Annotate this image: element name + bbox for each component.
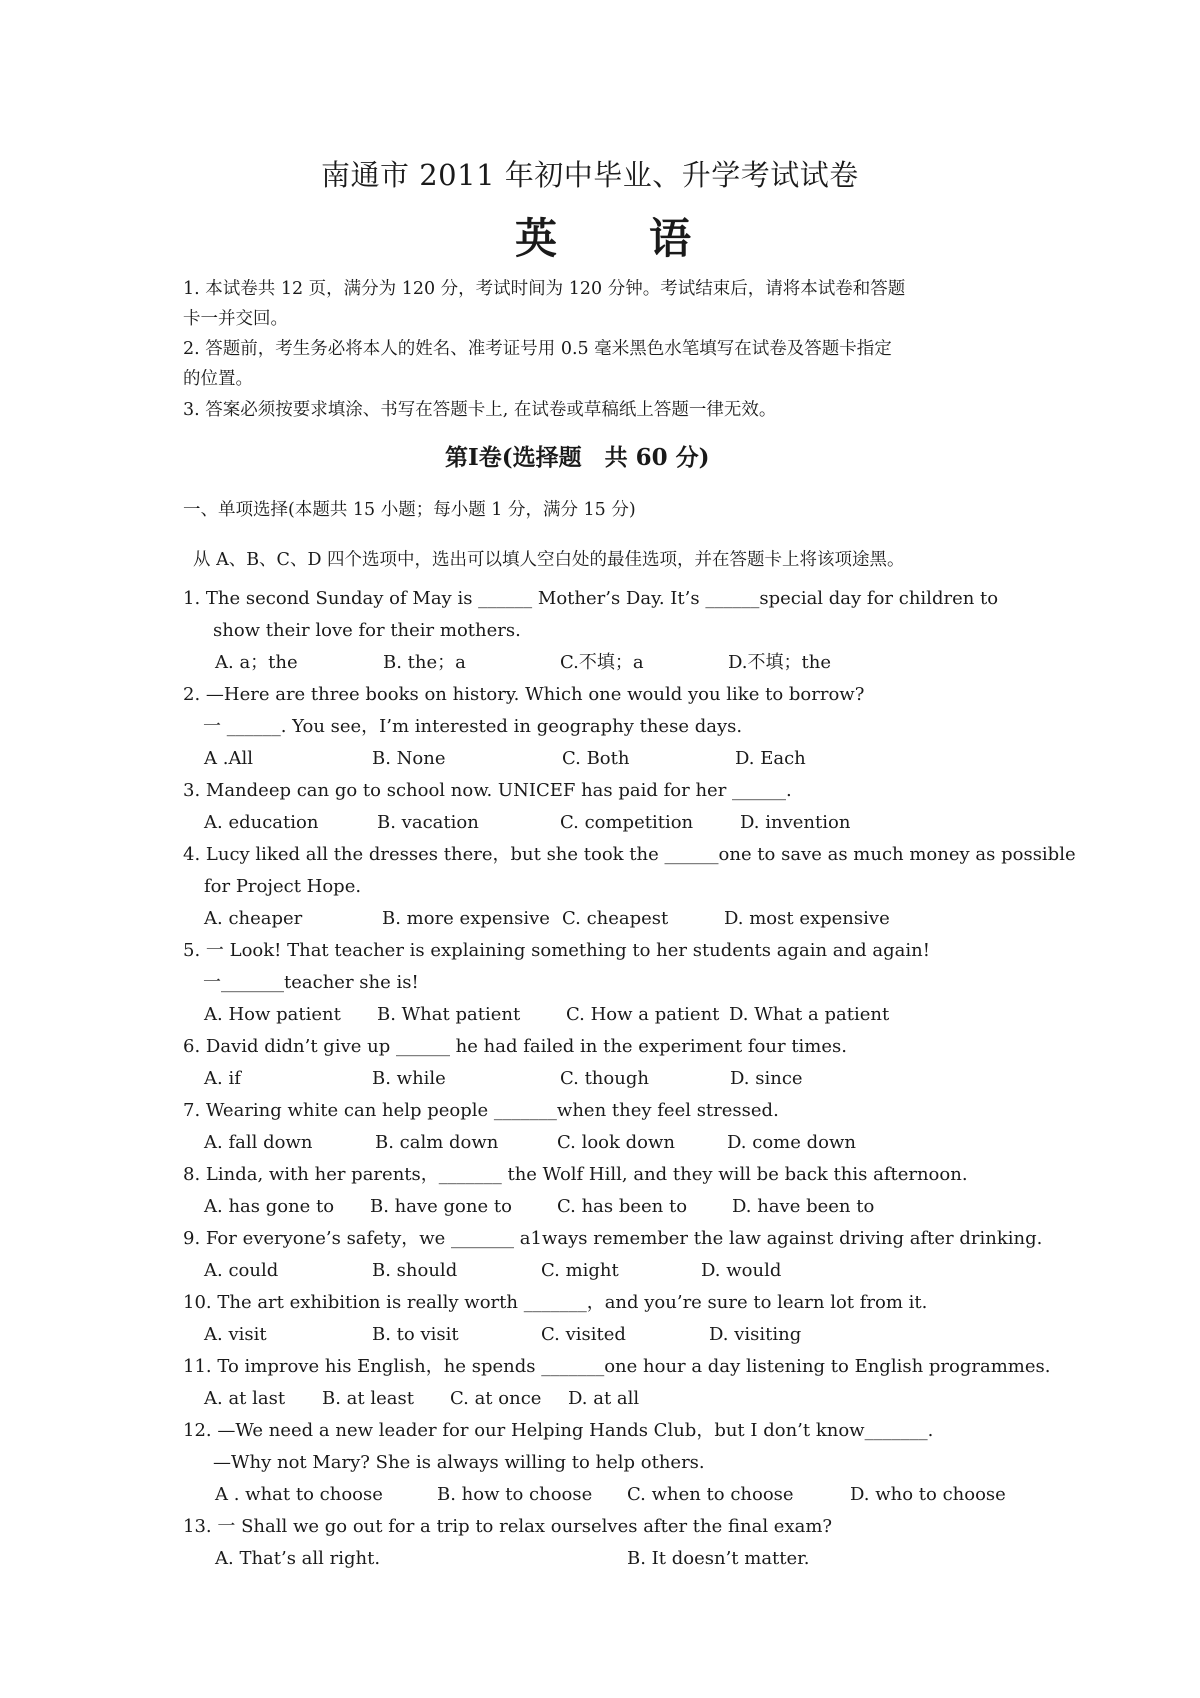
answer-option: A. at last — [204, 1388, 286, 1409]
answer-option: A. has gone to — [204, 1196, 335, 1217]
answer-option: A. could — [204, 1260, 279, 1281]
answer-option: A. education — [204, 812, 319, 833]
subject-char-right: 语 — [649, 214, 694, 263]
part-title: 一、单项选择(本题共 15 小题；每小题 1 分，满分 15 分) — [183, 500, 636, 520]
question-text: 7. Wearing white can help people _______when they feel stressed. — [183, 1100, 779, 1121]
answer-option: C. Both — [562, 748, 630, 769]
answer-option: A. cheaper — [204, 908, 303, 929]
question-text: 13. 一 Shall we go out for a trip to relax ourselves after the final exam? — [183, 1516, 833, 1537]
answer-option: D. who to choose — [850, 1484, 1006, 1505]
answer-option: C. has been to — [557, 1196, 688, 1217]
note-line: 2. 答题前，考生务必将本人的姓名、准考证号用 0.5 毫米黑色水笔填写在试卷及答题卡指定 — [183, 339, 892, 359]
answer-option: A. a；the — [215, 652, 298, 673]
answer-option: B. calm down — [375, 1132, 499, 1153]
answer-option: D.不填；the — [728, 652, 831, 673]
answer-option: C. visited — [541, 1324, 626, 1345]
note-line: 1. 本试卷共 12 页，满分为 120 分，考试时间为 120 分钟。考试结束后，请将本试卷和答题 — [183, 279, 906, 299]
answer-option: A . what to choose — [215, 1484, 383, 1505]
answer-option: B. while — [372, 1068, 446, 1089]
answer-option: C. competition — [560, 812, 694, 833]
answer-option: B. What patient — [377, 1004, 521, 1025]
answer-option: A. if — [204, 1068, 241, 1089]
note-line: 卡一并交回。 — [183, 309, 288, 329]
question-text: 5. 一 Look! That teacher is explaining something to her students again and again! — [183, 940, 930, 961]
subject-char-left: 英 — [515, 214, 560, 263]
answer-option: A. That’s all right. — [215, 1548, 381, 1569]
answer-option: C.不填；a — [560, 652, 644, 673]
answer-option: D. would — [701, 1260, 782, 1281]
answer-option: C. How a patient — [566, 1004, 720, 1025]
answer-option: A. How patient — [204, 1004, 341, 1025]
answer-option: D. invention — [740, 812, 851, 833]
question-text: 6. David didn’t give up ______ he had failed in the experiment four times. — [183, 1036, 847, 1057]
instruction: 从 A、B、C、D 四个选项中，选出可以填人空白处的最佳选项，并在答题卡上将该项途黑。 — [193, 550, 905, 570]
answer-option: B. None — [372, 748, 446, 769]
question-text: 12. —We need a new leader for our Helping Hands Club，but I don’t know_______. — [183, 1420, 934, 1441]
answer-option: C. look down — [557, 1132, 675, 1153]
answer-option: A. fall down — [204, 1132, 313, 1153]
answer-option: D. at all — [568, 1388, 640, 1409]
question-text-continued: show their love for their mothers. — [213, 620, 521, 641]
question-text: 10. The art exhibition is really worth _______，and you’re sure to learn lot from it. — [183, 1292, 928, 1313]
answer-option: D. since — [730, 1068, 803, 1089]
note-line: 3. 答案必须按要求填涂、书写在答题卡上, 在试卷或草稿纸上答题一律无效。 — [183, 400, 777, 420]
answer-option: D. Each — [735, 748, 806, 769]
question-text: 2. —Here are three books on history. Which one would you like to borrow? — [183, 684, 865, 705]
exam-title: 南通市 2011 年初中毕业、升学考试试卷 — [321, 158, 859, 192]
answer-option: A .All — [204, 748, 253, 769]
answer-option: B. to visit — [372, 1324, 459, 1345]
question-text-continued: for Project Hope. — [204, 876, 362, 897]
answer-option: B. at least — [322, 1388, 414, 1409]
answer-option: C. when to choose — [627, 1484, 794, 1505]
question-text-continued: 一 ______. You see，I’m interested in geography these days. — [203, 716, 743, 737]
question-text: 3. Mandeep can go to school now. UNICEF has paid for her ______. — [183, 780, 792, 801]
answer-option: B. It doesn’t matter. — [627, 1548, 810, 1569]
answer-option: D. most expensive — [724, 908, 890, 929]
question-text: 11. To improve his English，he spends _______one hour a day listening to English programmes. — [183, 1356, 1051, 1377]
question-text: 8. Linda, with her parents，_______ the Wolf Hill, and they will be back this afternoon. — [183, 1164, 968, 1185]
section-title: 第Ⅰ卷(选择题 共 60 分) — [445, 444, 710, 471]
question-text: 9. For everyone’s safety，we _______ a1ways remember the law against driving after drinking. — [183, 1228, 1043, 1249]
answer-option: B. the；a — [383, 652, 466, 673]
answer-option: C. at once — [450, 1388, 542, 1409]
question-text: 1. The second Sunday of May is ______ Mother’s Day. It’s ______special day for children to — [183, 588, 999, 609]
note-line: 的位置。 — [183, 369, 253, 389]
answer-option: B. vacation — [377, 812, 479, 833]
answer-option: B. more expensive — [382, 908, 550, 929]
question-text: 4. Lucy liked all the dresses there，but she took the ______one to save as much money as possible — [183, 844, 1076, 865]
answer-option: B. how to choose — [437, 1484, 593, 1505]
answer-option: C. cheapest — [562, 908, 669, 929]
answer-option: B. should — [372, 1260, 458, 1281]
answer-option: A. visit — [204, 1324, 267, 1345]
question-text-continued: 一_______teacher she is! — [203, 972, 419, 993]
answer-option: C. though — [560, 1068, 649, 1089]
question-text-continued: —Why not Mary? She is always willing to help others. — [213, 1452, 705, 1473]
answer-option: C. might — [541, 1260, 619, 1281]
answer-option: D. What a patient — [729, 1004, 890, 1025]
answer-option: B. have gone to — [370, 1196, 512, 1217]
answer-option: D. have been to — [732, 1196, 875, 1217]
answer-option: D. come down — [727, 1132, 856, 1153]
answer-option: D. visiting — [709, 1324, 802, 1345]
